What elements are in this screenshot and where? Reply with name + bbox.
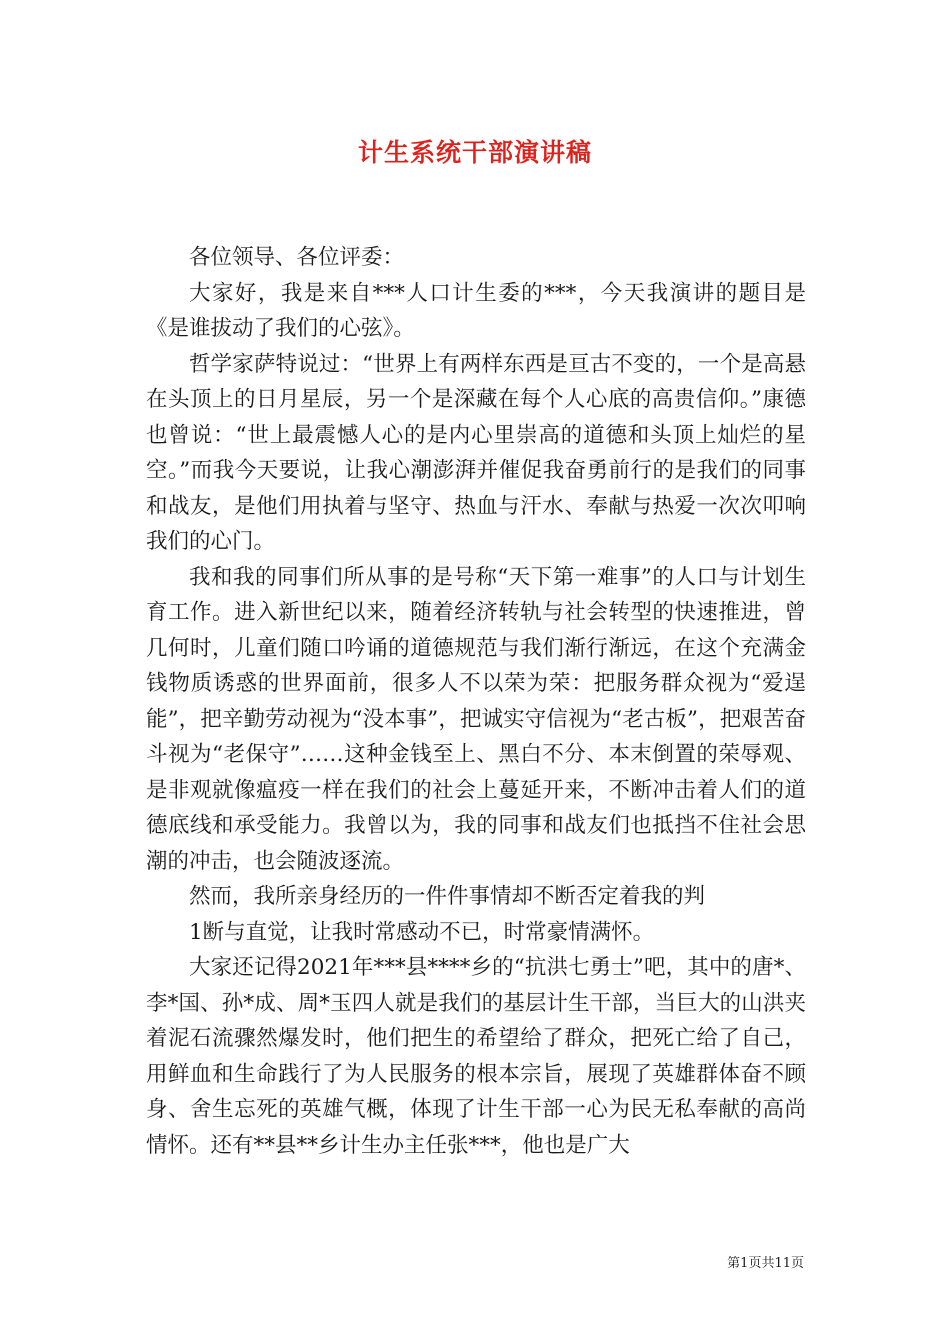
body-paragraph: 1断与直觉，让我时常感动不已，时常豪情满怀。 <box>189 919 655 945</box>
body-paragraph: 大家还记得2021年***县****乡的“抗洪七勇士”吧，其中的唐*、李*国、孙*成、周*玉四人就是我们的基层计生干部，当巨大的山洪夹着泥石流骤然爆发时，他们把生的希望给了群众，把死亡给了自己，用鲜血和生命践行了为人民服务的根本宗旨，展现了英雄群体奋不顾身、舍生忘死的英雄气概，体现了计生干部一心为民无私奉献的高尚情怀。还有**县**乡计生办主任张***，他也是广大 <box>146 955 806 1158</box>
salutation-paragraph: 各位领导、各位评委： <box>189 245 405 270</box>
body-paragraph: 我和我的同事们所从事的是号称“天下第一难事”的人口与计划生育工作。进入新世纪以来，随着经济转轨与社会转型的快速推进，曾几何时，儿童们随口吟诵的道德规范与我们渐行渐远，在这个充满金钱物质诱惑的世界面前，很多人不以荣为荣：把服务群众视为“爱逞能”，把辛勤劳动视为“没本事”，把诚实守信视为“老古板”，把艰苦奋斗视为“老保守”……这种金钱至上、黑白不分、本末倒置的荣辱观、是非观就像瘟疫一样在我们的社会上蔓延开来，不断冲击着人们的道德底线和承受能力。我曾以为，我的同事和战友们也抵挡不住社会思潮的冲击，也会随波逐流。 <box>146 564 806 874</box>
document-title: 计生系统干部演讲稿 <box>357 138 592 167</box>
body-paragraph: 哲学家萨特说过：“世界上有两样东西是亘古不变的，一个是高悬在头顶上的日月星辰，另一个是深藏在每个人心底的高贵信仰。”康德也曾说：“世上最震憾人心的是内心里崇高的道德和头顶上灿烂的星空。”而我今天要说，让我心潮澎湃并催促我奋勇前行的是我们的同事和战友，是他们用执着与坚守、热血与汗水、奉献与热爱一次次叩响我们的心门。 <box>146 351 806 554</box>
page-number-footer: 第1页共11页 <box>727 1256 804 1271</box>
body-paragraph: 然而，我所亲身经历的一件件事情却不断否定着我的判 <box>189 884 706 909</box>
document-body <box>146 240 806 1163</box>
body-paragraph: 大家好，我是来自***人口计生委的***，今天我演讲的题目是《是谁拔动了我们的心弦》。 <box>146 280 806 341</box>
